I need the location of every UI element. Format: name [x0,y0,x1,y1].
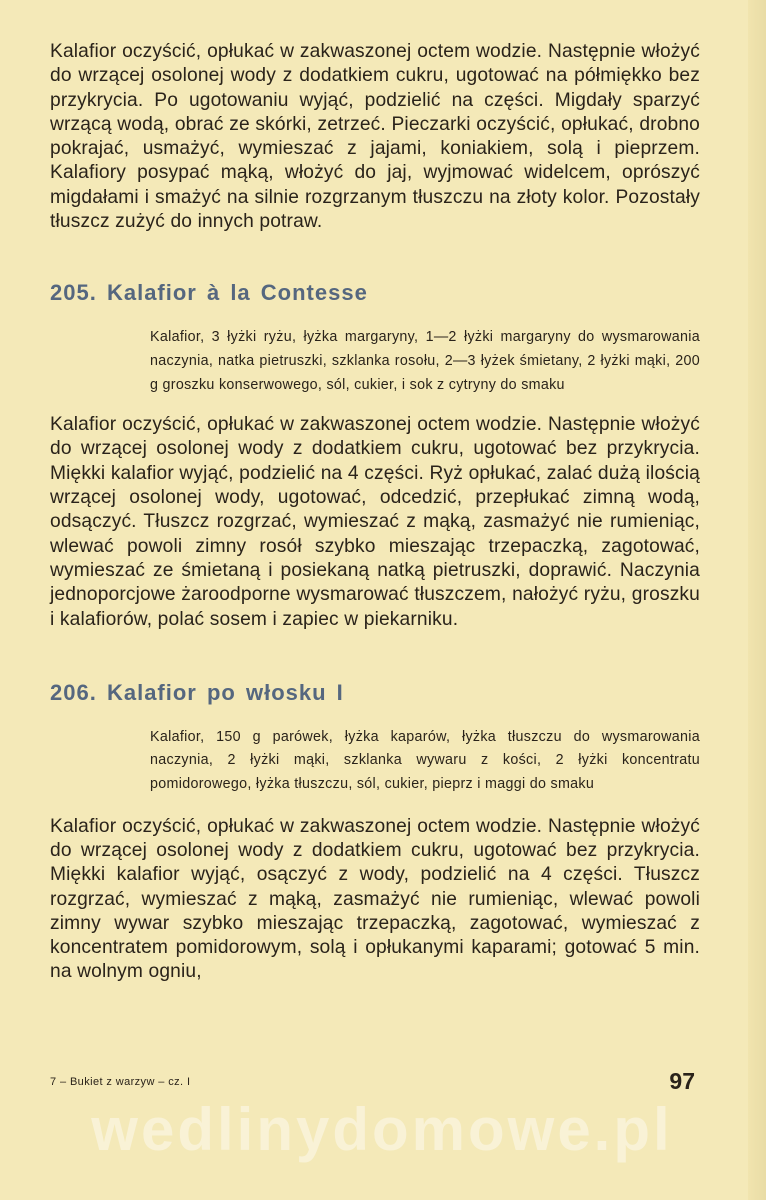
footer-note: 7 – Bukiet z warzyw – cz. I [50,1076,191,1088]
recipe-206-number: 206. [50,679,97,705]
recipe-205-number: 205. [50,280,97,306]
recipe-205-ingredients: Kalafior, 3 łyżki ryżu, łyżka margaryny, 1—2 łyżki margaryny do wysmarowania naczynia, natka pietruszki, szklanka rosołu, 2—3 łyżek śmietany, 2 łyżki mąki, 200 g groszku konserwowego, sól, cukier, i sok z cytryny do smaku [150,329,700,393]
page-content [50,40,700,985]
intro-paragraph: Kalafior oczyścić, opłukać w zakwaszonej octem wodzie. Następnie włożyć do wrzącej osolonej wody z dodatkiem cukru, ugotować na półmiękko bez przykrycia. Po ugotowaniu wyjąć, podzielić na części. Migdały sparzyć wrzącą wodą, obrać ze skórki, zetrzeć. Pieczarki oczyścić, opłukać, drobno pokrajać, usmażyć, wymieszać z jajami, koniakiem, solą i pieprzem. Kalafiory posypać mąką, włożyć do jaj, wyjmować widelcem, oprószyć migdałami i smażyć na silnie rozgrzanym tłuszczu na złoty kolor. Pozostały tłuszcz zużyć do innych potraw. [50,41,700,233]
watermark: wedlinydomowe.pl [91,1096,673,1163]
recipe-206-title: Kalafior po włosku I [106,679,344,705]
recipe-205-title: Kalafior à la Contesse [106,280,368,306]
recipe-205-instructions: Kalafior oczyścić, opłukać w zakwaszonej octem wodzie. Następnie włożyć do wrzącej osolonej wody z dodatkiem cukru, ugotować bez przykrycia. Miękki kalafior wyjąć, podzielić na 4 części. Ryż opłukać, zalać dużą ilością wrzącej osolonej wody, ugotować, odcedzić, przepłukać zimną wodą, odsączyć. Tłuszcz rozgrzać, wymieszać z mąką, zasmażyć nie rumieniąc, wlewać powoli zimny rosół szybko mieszając trzepaczką, zagotować, wymieszać ze śmietaną i posiekaną natką pietruszki, doprawić. Naczynia jednoporcjowe żaroodporne wysmarować tłuszczem, nałożyć ryżu, groszku i kalafiorów, polać sosem i zapiec w piekarniku. [50,414,700,630]
page-number: 97 [669,1068,695,1094]
recipe-206-instructions: Kalafior oczyścić, opłukać w zakwaszonej octem wodzie. Następnie włożyć do wrzącej osolonej wody z dodatkiem cukru, ugotować bez przykrycia. Miękki kalafior wyjąć, osączyć z wody, podzielić na 4 części. Tłuszcz rozgrzać, wymieszać z mąką, zasmażyć nie rumieniąc, wlewać powoli zimny wywar szybko mieszając trzepaczką, zagotować, wymieszać z koncentratem pomidorowym, solą i opłukanymi kaparami; gotować 5 min. na wolnym ogniu, [50,815,700,983]
recipe-206-heading [50,680,700,706]
page-edge [748,0,766,1200]
recipe-205-heading [50,280,700,306]
recipe-206-ingredients: Kalafior, 150 g parówek, łyżka kaparów, łyżka tłuszczu do wysmarowania naczynia, 2 łyżki mąki, szklanka wywaru z kości, 2 łyżki koncentratu pomidorowego, łyżka tłuszczu, sól, cukier, pieprz i maggi do smaku [150,728,700,793]
